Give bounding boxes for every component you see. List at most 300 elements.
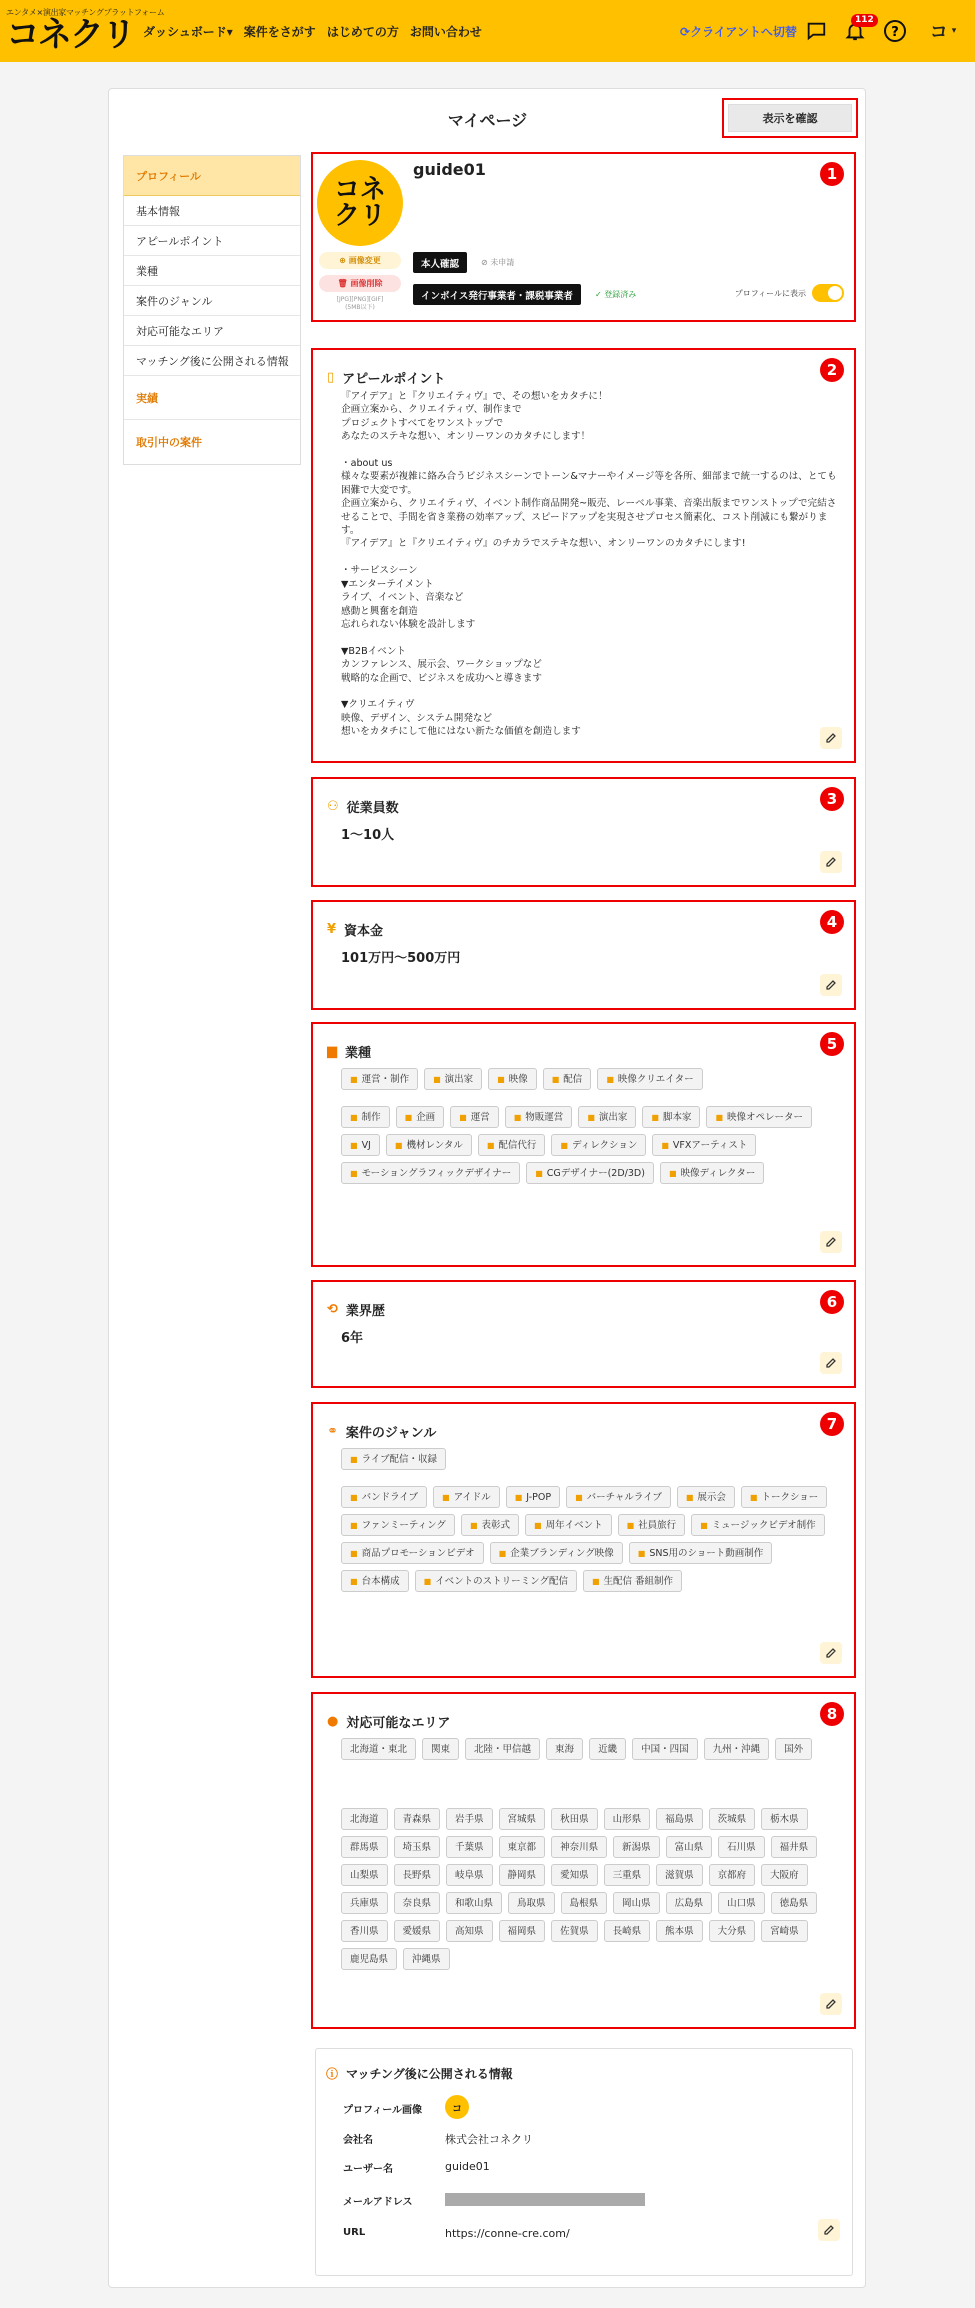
change-image-label: 画像変更 (348, 256, 381, 265)
avatar (317, 160, 403, 246)
tag-label: 愛知県 (560, 1870, 589, 1881)
nav-find-jobs[interactable]: 案件をさがす (243, 25, 316, 39)
tag-chip (478, 1134, 546, 1156)
tag-chip (741, 1486, 827, 1508)
tag-icon: ■ (587, 1113, 595, 1122)
nav-dashboard[interactable]: ダッシュボード▾ (143, 25, 233, 39)
tag-label: 高知県 (455, 1926, 484, 1937)
tag-label: 長崎県 (612, 1926, 642, 1937)
tag-label: バンドライブ (361, 1492, 418, 1503)
tag-label: 広島県 (674, 1898, 704, 1909)
tag-label: 配信代行 (498, 1140, 537, 1151)
tag-chip (551, 1134, 646, 1156)
area-title (327, 1712, 450, 1731)
tag-icon: ■ (560, 1141, 568, 1150)
email-redacted (445, 2193, 645, 2206)
tag-icon: ■ (350, 1113, 358, 1122)
tag-chip (604, 1920, 651, 1942)
section-number-badge: 3 (820, 787, 844, 811)
area-section (311, 1692, 856, 2029)
profile-name: guide01 (413, 160, 486, 179)
tag-chip (465, 1738, 540, 1760)
tag-chip (660, 1162, 764, 1184)
tag-icon: ■ (749, 1493, 758, 1502)
tag-label: 企業ブランディング映像 (510, 1548, 614, 1559)
tag-chip (578, 1106, 636, 1128)
employees-section (311, 777, 856, 887)
tag-label: 北陸・甲信越 (474, 1744, 532, 1755)
industry-title (327, 1042, 371, 1061)
tag-icon: ■ (350, 1455, 358, 1464)
tag-chip (341, 1836, 388, 1858)
tag-icon: ■ (513, 1113, 522, 1122)
tag-label: 神奈川県 (560, 1842, 599, 1853)
tag-label: 鳥取県 (517, 1898, 546, 1909)
tag-label: 徳島県 (779, 1898, 809, 1909)
tag-icon: ■ (637, 1549, 646, 1558)
tag-icon: ■ (394, 1141, 403, 1150)
tag-label: 兵庫県 (350, 1898, 379, 1909)
tag-chip (341, 1570, 409, 1592)
tag-icon: ■ (626, 1521, 635, 1530)
career-section (311, 1280, 856, 1388)
invoice-registration-button[interactable]: インボイス発行事業者・課税事業者 (413, 284, 581, 305)
tag-chip (656, 1864, 703, 1886)
appeal-section (311, 348, 856, 763)
tag-label: 茨城県 (717, 1814, 747, 1825)
industry-main-tags (341, 1068, 828, 1090)
tag-icon: ■ (534, 1521, 542, 1530)
tag-chip (613, 1836, 660, 1858)
tag-icon: ■ (715, 1113, 724, 1122)
tag-icon: ■ (442, 1493, 450, 1502)
tag-label: 島根県 (569, 1898, 599, 1909)
tag-icon: ■ (497, 1075, 505, 1084)
appeal-text: 『アイデア』と『クリエイティヴ』で、その想いをカタチに！ 企画立案から、クリエイティヴ、制作まで プロジェクトすべてをワンストップで あなたのステキな想い、オンリーワンのカタチにします！ ・about us 様々な要素が複雑に絡み合うビジネスシーンでトーン&マナーやイメージ等を各所、細部まで統一するのは、とても困難で大変です。 企画立案から、クリエイティヴ、イベント制作商品開発~販売、レーベル事業、音楽出版までワンストップで完結させることで、手間を省き業務の効率アップ、スピードアップを実現させプロセス簡素化、コスト削減にも繋がります。 『アイデア』と『クリエイティヴ』のチカラでステキな想い、オンリーワンのカタチにします! ・サービスシーン ▼エンターテイメント ライブ、イベント、音楽など 感動と興奮を創造 忘れられない体験を設計します ▼B2Bイベント カンファレンス、展示会、ワークショップなど 戦略的な企画で、ビジネスを成功へと導きます ▼クリエイティヴ 映像、デザイン、システム開発など 想いをカタチにして他にはない新たな価値を創造します (341, 391, 837, 738)
tag-label: イベントのストリーミング配信 (435, 1576, 568, 1587)
edit-icon[interactable] (820, 851, 842, 873)
matching-url-value[interactable]: https://conne-cre.com/ (445, 2227, 570, 2240)
tag-chip (551, 1808, 598, 1830)
tag-icon: ■ (685, 1493, 694, 1502)
tag-chip (446, 1920, 493, 1942)
tag-chip (761, 1808, 808, 1830)
tag-chip (341, 1920, 388, 1942)
matching-label-email: メールアドレス (343, 2197, 413, 2208)
tag-icon: ■ (700, 1521, 708, 1530)
tag-chip (341, 1864, 388, 1886)
tag-chip (341, 1068, 418, 1090)
check-circle-icon: ⊘ (481, 258, 491, 267)
tag-chip (589, 1738, 626, 1760)
tag-label: 運営・制作 (361, 1074, 410, 1085)
info-icon: ⓘ (326, 2067, 339, 2081)
tag-label: 富山県 (674, 1842, 704, 1853)
area-prefecture-tags (341, 1808, 828, 1970)
tag-label: CGデザイナー(2D/3D) (546, 1168, 645, 1179)
tag-icon: ■ (651, 1113, 659, 1122)
tag-chip (771, 1836, 818, 1858)
tag-chip (422, 1738, 459, 1760)
tag-label: 台本構成 (361, 1576, 400, 1587)
tag-icon: ■ (404, 1113, 413, 1122)
tag-label: 九州・沖縄 (712, 1744, 761, 1755)
tag-icon: ■ (668, 1169, 677, 1178)
matching-row-url (343, 2227, 570, 2240)
tag-label: 京都府 (717, 1870, 747, 1881)
tag-label: 映像クリエイター (617, 1074, 694, 1085)
tag-icon: ■ (514, 1493, 523, 1502)
svg-text:?: ? (891, 25, 899, 40)
tag-chip (341, 1486, 427, 1508)
sidebar-item-appeal[interactable]: アピールポイント (124, 226, 300, 256)
tag-label: 東海 (555, 1744, 575, 1755)
tag-chip (488, 1068, 537, 1090)
tag-label: 展示会 (697, 1492, 726, 1503)
tag-chip (546, 1738, 583, 1760)
delete-image-button[interactable] (319, 275, 401, 292)
sidebar (123, 155, 301, 465)
tag-chip (718, 1892, 765, 1914)
top-header (0, 0, 975, 62)
tag-chip (566, 1486, 671, 1508)
tag-chip (551, 1864, 598, 1886)
area-title-text: 対応可能なエリア (346, 1716, 451, 1731)
tag-chip (761, 1864, 808, 1886)
chat-icon[interactable] (801, 16, 831, 46)
tag-chip (403, 1948, 450, 1970)
tag-icon: ■ (486, 1141, 495, 1150)
edit-icon[interactable] (820, 1993, 842, 2015)
tag-chip (525, 1514, 612, 1536)
tag-label: 映像 (508, 1074, 528, 1085)
show-profile-toggle[interactable] (812, 284, 844, 302)
tag-chip (618, 1514, 686, 1536)
sidebar-item-profile[interactable]: プロフィール (124, 156, 300, 196)
switch-to-client-link[interactable] (680, 23, 797, 40)
tag-chip (394, 1864, 441, 1886)
tag-label: 埼玉県 (402, 1842, 432, 1853)
tag-label: 中国・四国 (641, 1744, 689, 1755)
tag-label: 福井県 (779, 1842, 809, 1853)
tag-label: 山口県 (727, 1898, 756, 1909)
industry-sub-tags (341, 1106, 828, 1184)
tag-label: 商品プロモーションビデオ (361, 1548, 475, 1559)
page-title: マイページ (447, 111, 528, 130)
tag-label: 群馬県 (350, 1842, 379, 1853)
tag-label: 岡山県 (622, 1898, 651, 1909)
logo-tagline: エンタメ×演出家マッチングプラットフォーム (6, 8, 165, 17)
user-menu-icon[interactable]: コ ▾ (929, 22, 957, 43)
edit-icon[interactable] (820, 1642, 842, 1664)
tag-chip (709, 1920, 756, 1942)
tag-label: 配信 (563, 1074, 583, 1085)
tag-label: 山梨県 (350, 1870, 379, 1881)
tag-label: 岩手県 (455, 1814, 484, 1825)
tag-chip (656, 1920, 703, 1942)
check-circle-icon: ✓ (595, 290, 605, 299)
tag-chip (499, 1920, 546, 1942)
career-title-text: 業界歴 (345, 1304, 385, 1319)
tag-chip (499, 1808, 546, 1830)
capital-section (311, 900, 856, 1010)
tag-icon: ■ (350, 1141, 358, 1150)
tag-chip (499, 1864, 546, 1886)
tag-label: 青森県 (402, 1814, 432, 1825)
tag-chip (706, 1106, 812, 1128)
section-number-badge: 1 (820, 162, 844, 186)
tag-chip (341, 1948, 397, 1970)
tag-chip (341, 1892, 388, 1914)
avatar-text: コネ クリ (333, 175, 386, 231)
history-icon: ⟲ (327, 1302, 338, 1317)
tag-chip (691, 1514, 825, 1536)
tag-chip (433, 1486, 500, 1508)
trash-icon: 🗑 (337, 279, 351, 288)
tag-chip (341, 1542, 484, 1564)
tag-chip (394, 1892, 441, 1914)
tag-chip (656, 1808, 703, 1830)
tag-label: 熊本県 (665, 1926, 694, 1937)
tag-chip (341, 1162, 520, 1184)
tag-chip (506, 1486, 560, 1508)
capital-title-text: 資本金 (344, 924, 384, 939)
tag-icon: ■ (350, 1549, 358, 1558)
tag-chip (394, 1808, 441, 1830)
tag-label: 物販運営 (525, 1112, 564, 1123)
tag-label: バーチャルライブ (586, 1492, 662, 1503)
tag-chip (677, 1486, 735, 1508)
tag-chip (613, 1892, 660, 1914)
tag-label: 大阪府 (770, 1870, 799, 1881)
tag-label: ディレクション (571, 1140, 638, 1151)
tag-label: VFXアーティスト (672, 1140, 748, 1151)
tag-chip (561, 1892, 608, 1914)
tag-label: ファンミーティング (361, 1520, 446, 1531)
tag-chip (666, 1892, 713, 1914)
tag-icon: ■ (350, 1577, 358, 1586)
tag-label: 映像オペレーター (727, 1112, 804, 1123)
matching-row-company (343, 2131, 533, 2147)
genre-title (327, 1422, 436, 1441)
yen-icon: ¥ (327, 922, 337, 937)
image-format-note: [JPG][PNG][GIF] (5MB以下) (336, 296, 384, 311)
notification-badge: 112 (851, 14, 878, 27)
tag-chip (490, 1542, 623, 1564)
tag-label: 福岡県 (507, 1926, 537, 1937)
appeal-title (327, 368, 445, 387)
tag-label: 関東 (431, 1744, 451, 1755)
tag-label: 企画 (416, 1112, 436, 1123)
tag-chip (526, 1162, 654, 1184)
delete-image-label: 画像削除 (350, 279, 383, 288)
matching-label-image: プロフィール画像 (343, 2105, 422, 2116)
tag-chip (446, 1836, 493, 1858)
identity-verify-status (481, 257, 514, 268)
tag-label: 沖縄県 (412, 1954, 441, 1965)
tag-chip (386, 1134, 472, 1156)
capital-title (327, 920, 383, 939)
tag-chip (709, 1808, 756, 1830)
tag-label: 千葉県 (455, 1842, 484, 1853)
sidebar-item-area[interactable]: 対応可能なエリア (124, 316, 300, 346)
tag-icon: ■ (661, 1141, 669, 1150)
tag-chip (341, 1106, 390, 1128)
invoice-status-text: 登録済み (604, 290, 637, 299)
tag-label: 生配信 番組制作 (603, 1576, 674, 1587)
tag-icon: ■ (350, 1521, 358, 1530)
tag-label: 秋田県 (560, 1814, 589, 1825)
tag-chip (446, 1808, 493, 1830)
tag-label: 愛媛県 (402, 1926, 432, 1937)
tag-label: 新潟県 (622, 1842, 651, 1853)
tag-label: 北海道・東北 (350, 1744, 408, 1755)
tag-label: 大分県 (717, 1926, 747, 1937)
tag-label: モーショングラフィックデザイナー (361, 1168, 512, 1179)
tag-icon: ■ (575, 1493, 583, 1502)
tag-chip (604, 1864, 651, 1886)
tag-chip (394, 1920, 441, 1942)
matching-row-email (343, 2193, 645, 2208)
tag-chip (424, 1068, 482, 1090)
main-nav (143, 23, 482, 40)
sidebar-item-basic-info[interactable]: 基本情報 (124, 196, 300, 226)
tag-icon: ■ (350, 1169, 358, 1178)
sidebar-item-industry[interactable]: 業種 (124, 256, 300, 286)
tag-label: VJ (361, 1140, 371, 1151)
area-region-tags (341, 1738, 828, 1760)
tag-icon: ■ (459, 1113, 467, 1122)
career-title (327, 1300, 385, 1319)
tag-chip (394, 1836, 441, 1858)
edit-icon[interactable] (820, 1231, 842, 1253)
tag-label: 社員旅行 (638, 1520, 677, 1531)
tag-label: SNS用のショート動画制作 (649, 1548, 764, 1559)
industry-title-text: 業種 (345, 1046, 372, 1061)
nav-beginners[interactable]: はじめての方 (326, 25, 399, 39)
section-number-badge: 8 (820, 1702, 844, 1726)
invoice-status (595, 289, 636, 300)
matching-user-value: guide01 (445, 2160, 490, 2173)
logo[interactable]: コネクリ (6, 15, 134, 55)
tag-label: 佐賀県 (560, 1926, 589, 1937)
briefcase-icon: ▆ (327, 1044, 337, 1059)
tag-chip (583, 1570, 682, 1592)
tag-chip (632, 1738, 698, 1760)
section-number-badge: 6 (820, 1290, 844, 1314)
section-number-badge: 4 (820, 910, 844, 934)
tag-chip (604, 1808, 651, 1830)
tag-label: トークショー (761, 1492, 819, 1503)
tag-chip (652, 1134, 756, 1156)
tag-chip (666, 1836, 713, 1858)
tag-icon: ■ (498, 1549, 507, 1558)
employees-value: 1〜10人 (341, 828, 395, 843)
sidebar-item-genre[interactable]: 案件のジャンル (124, 286, 300, 316)
tag-label: 国外 (784, 1744, 804, 1755)
section-number-badge: 5 (820, 1032, 844, 1056)
edit-icon[interactable] (820, 727, 842, 749)
tag-label: 石川県 (727, 1842, 756, 1853)
sidebar-item-matching-info[interactable]: マッチング後に公開される情報 (124, 346, 300, 376)
tag-label: 福島県 (665, 1814, 694, 1825)
tag-icon: ■ (350, 1493, 358, 1502)
tag-chip (642, 1106, 700, 1128)
edit-icon[interactable] (818, 2219, 840, 2241)
capital-value: 101万円〜500万円 (341, 951, 461, 966)
matching-row-image (343, 2101, 469, 2119)
tag-chip (505, 1106, 573, 1128)
section-number-badge: 7 (820, 1412, 844, 1436)
tag-chip (341, 1514, 455, 1536)
identity-verify-button[interactable]: 本人確認 (413, 252, 467, 273)
change-image-icon: ⊕ (339, 256, 349, 265)
tag-label: 演出家 (444, 1074, 474, 1085)
tag-label: 奈良県 (402, 1898, 432, 1909)
genre-main-tags (341, 1448, 828, 1470)
genre-section (311, 1402, 856, 1678)
matching-info-section (315, 2048, 853, 2276)
preview-button[interactable] (722, 98, 858, 138)
tag-chip (446, 1864, 493, 1886)
sidebar-item-achievements[interactable]: 実績 (124, 376, 300, 420)
tag-icon: ■ (350, 1075, 358, 1084)
tag-label: 近畿 (598, 1744, 618, 1755)
matching-row-user (343, 2160, 490, 2175)
appeal-title-text: アピールポイント (342, 372, 446, 387)
tag-label: 演出家 (598, 1112, 628, 1123)
matching-label-company: 会社名 (343, 2135, 373, 2146)
tag-label: 北海道 (350, 1814, 379, 1825)
tag-chip (450, 1106, 499, 1128)
tag-label: 映像ディレクター (680, 1168, 756, 1179)
tag-icon: ■ (606, 1075, 614, 1084)
tag-chip (771, 1892, 818, 1914)
tag-chip (499, 1836, 546, 1858)
employees-title-text: 従業員数 (346, 801, 399, 816)
tag-label: 香川県 (350, 1926, 379, 1937)
sidebar-item-active-jobs[interactable]: 取引中の案件 (136, 436, 202, 449)
section-number-badge: 2 (820, 358, 844, 382)
genre-sub-tags (341, 1486, 828, 1592)
edit-icon[interactable] (820, 974, 842, 996)
switch-label: クライアントへ切替 (690, 25, 797, 39)
switch-icon: ⟳ (680, 25, 691, 39)
tag-chip (597, 1068, 702, 1090)
tag-label: 東京都 (507, 1842, 537, 1853)
tag-chip (446, 1892, 502, 1914)
tag-icon: ■ (551, 1075, 560, 1084)
tag-label: ライブ配信・収録 (361, 1454, 437, 1465)
tag-icon: ■ (433, 1075, 441, 1084)
tag-chip (508, 1892, 555, 1914)
document-icon: ▯ (327, 370, 335, 385)
nav-contact[interactable]: お問い合わせ (409, 25, 482, 39)
help-icon[interactable] (880, 16, 910, 46)
tag-chip (461, 1514, 519, 1536)
tag-chip (775, 1738, 812, 1760)
matching-title-text: マッチング後に公開される情報 (346, 2067, 513, 2081)
change-image-button[interactable] (319, 252, 401, 269)
handshake-icon: ⚭ (327, 1424, 338, 1439)
tag-chip (704, 1738, 770, 1760)
tag-icon: ■ (469, 1521, 478, 1530)
tag-chip (341, 1738, 416, 1760)
tag-label: 脚本家 (662, 1112, 692, 1123)
matching-label-url: URL (343, 2227, 366, 2238)
industry-section (311, 1022, 856, 1267)
edit-icon[interactable] (820, 1352, 842, 1374)
